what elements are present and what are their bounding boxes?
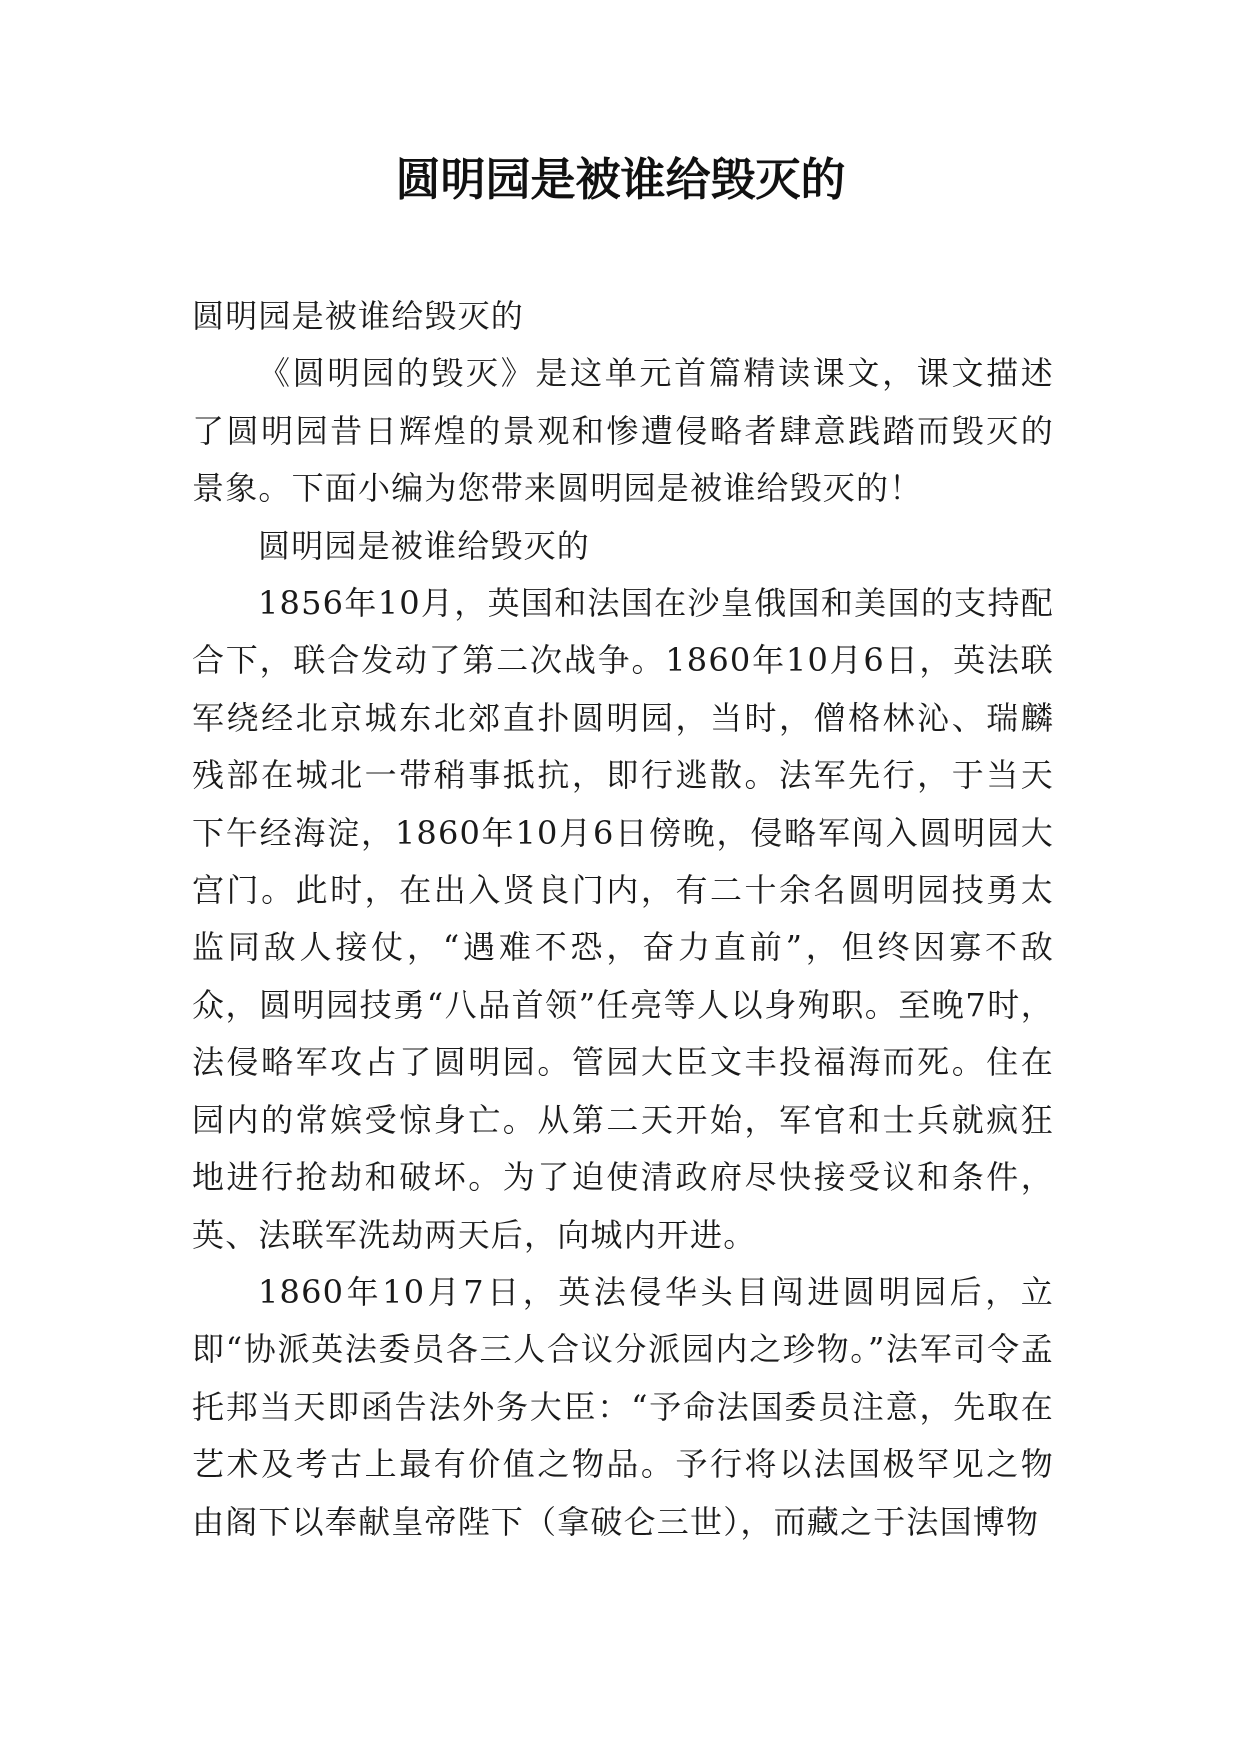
heading-paragraph: 圆明园是被谁给毁灭的: [258, 526, 591, 565]
history-paragraph-2: 1860年10月7日，英法侵华头目闯进圆明园后，立即“协派英法委员各三人合议分派园内之珍物。”法军司令孟托邦当天即函告法外务大臣：“予命法国委员注意，先取在艺术及考古上最有价值之物品。予行将以法国极罕见之物由阁下以奉献皇帝陛下（拿破仑三世），而藏之于法国博物: [192, 1272, 1054, 1541]
subtitle-paragraph: 圆明园是被谁给毁灭的: [192, 297, 525, 335]
document-body: [192, 288, 1054, 1551]
document-title: 圆明园是被谁给毁灭的: [395, 153, 846, 206]
history-paragraph-1: 1856年10月，英国和法国在沙皇俄国和美国的支持配合下，联合发动了第二次战争。1860年10月6日，英法联军绕经北京城东北郊直扑圆明园，当时，僧格林沁、瑞麟残部在城北一带稍事抵抗，即行逃散。法军先行，于当天下午经海淀，1860年10月6日傍晚，侵略军闯入圆明园大宫门。此时，在出入贤良门内，有二十余名圆明园技勇太监同敌人接仗，“遇难不恐，奋力直前”，但终因寡不敌众，圆明园技勇“八品首领”任亮等人以身殉职。至晚7时，法侵略军攻占了圆明园。管园大臣文丰投福海而死。住在园内的常嫔受惊身亡。从第二天开始，军官和士兵就疯狂地进行抢劫和破坏。为了迫使清政府尽快接受议和条件，英、法联军洗劫两天后，向城内开进。: [192, 584, 1054, 1254]
intro-paragraph: 《圆明园的毁灭》是这单元首篇精读课文，课文描述了圆明园昔日辉煌的景观和惨遭侵略者肆意践踏而毁灭的景象。下面小编为您带来圆明园是被谁给毁灭的！: [192, 354, 1054, 508]
